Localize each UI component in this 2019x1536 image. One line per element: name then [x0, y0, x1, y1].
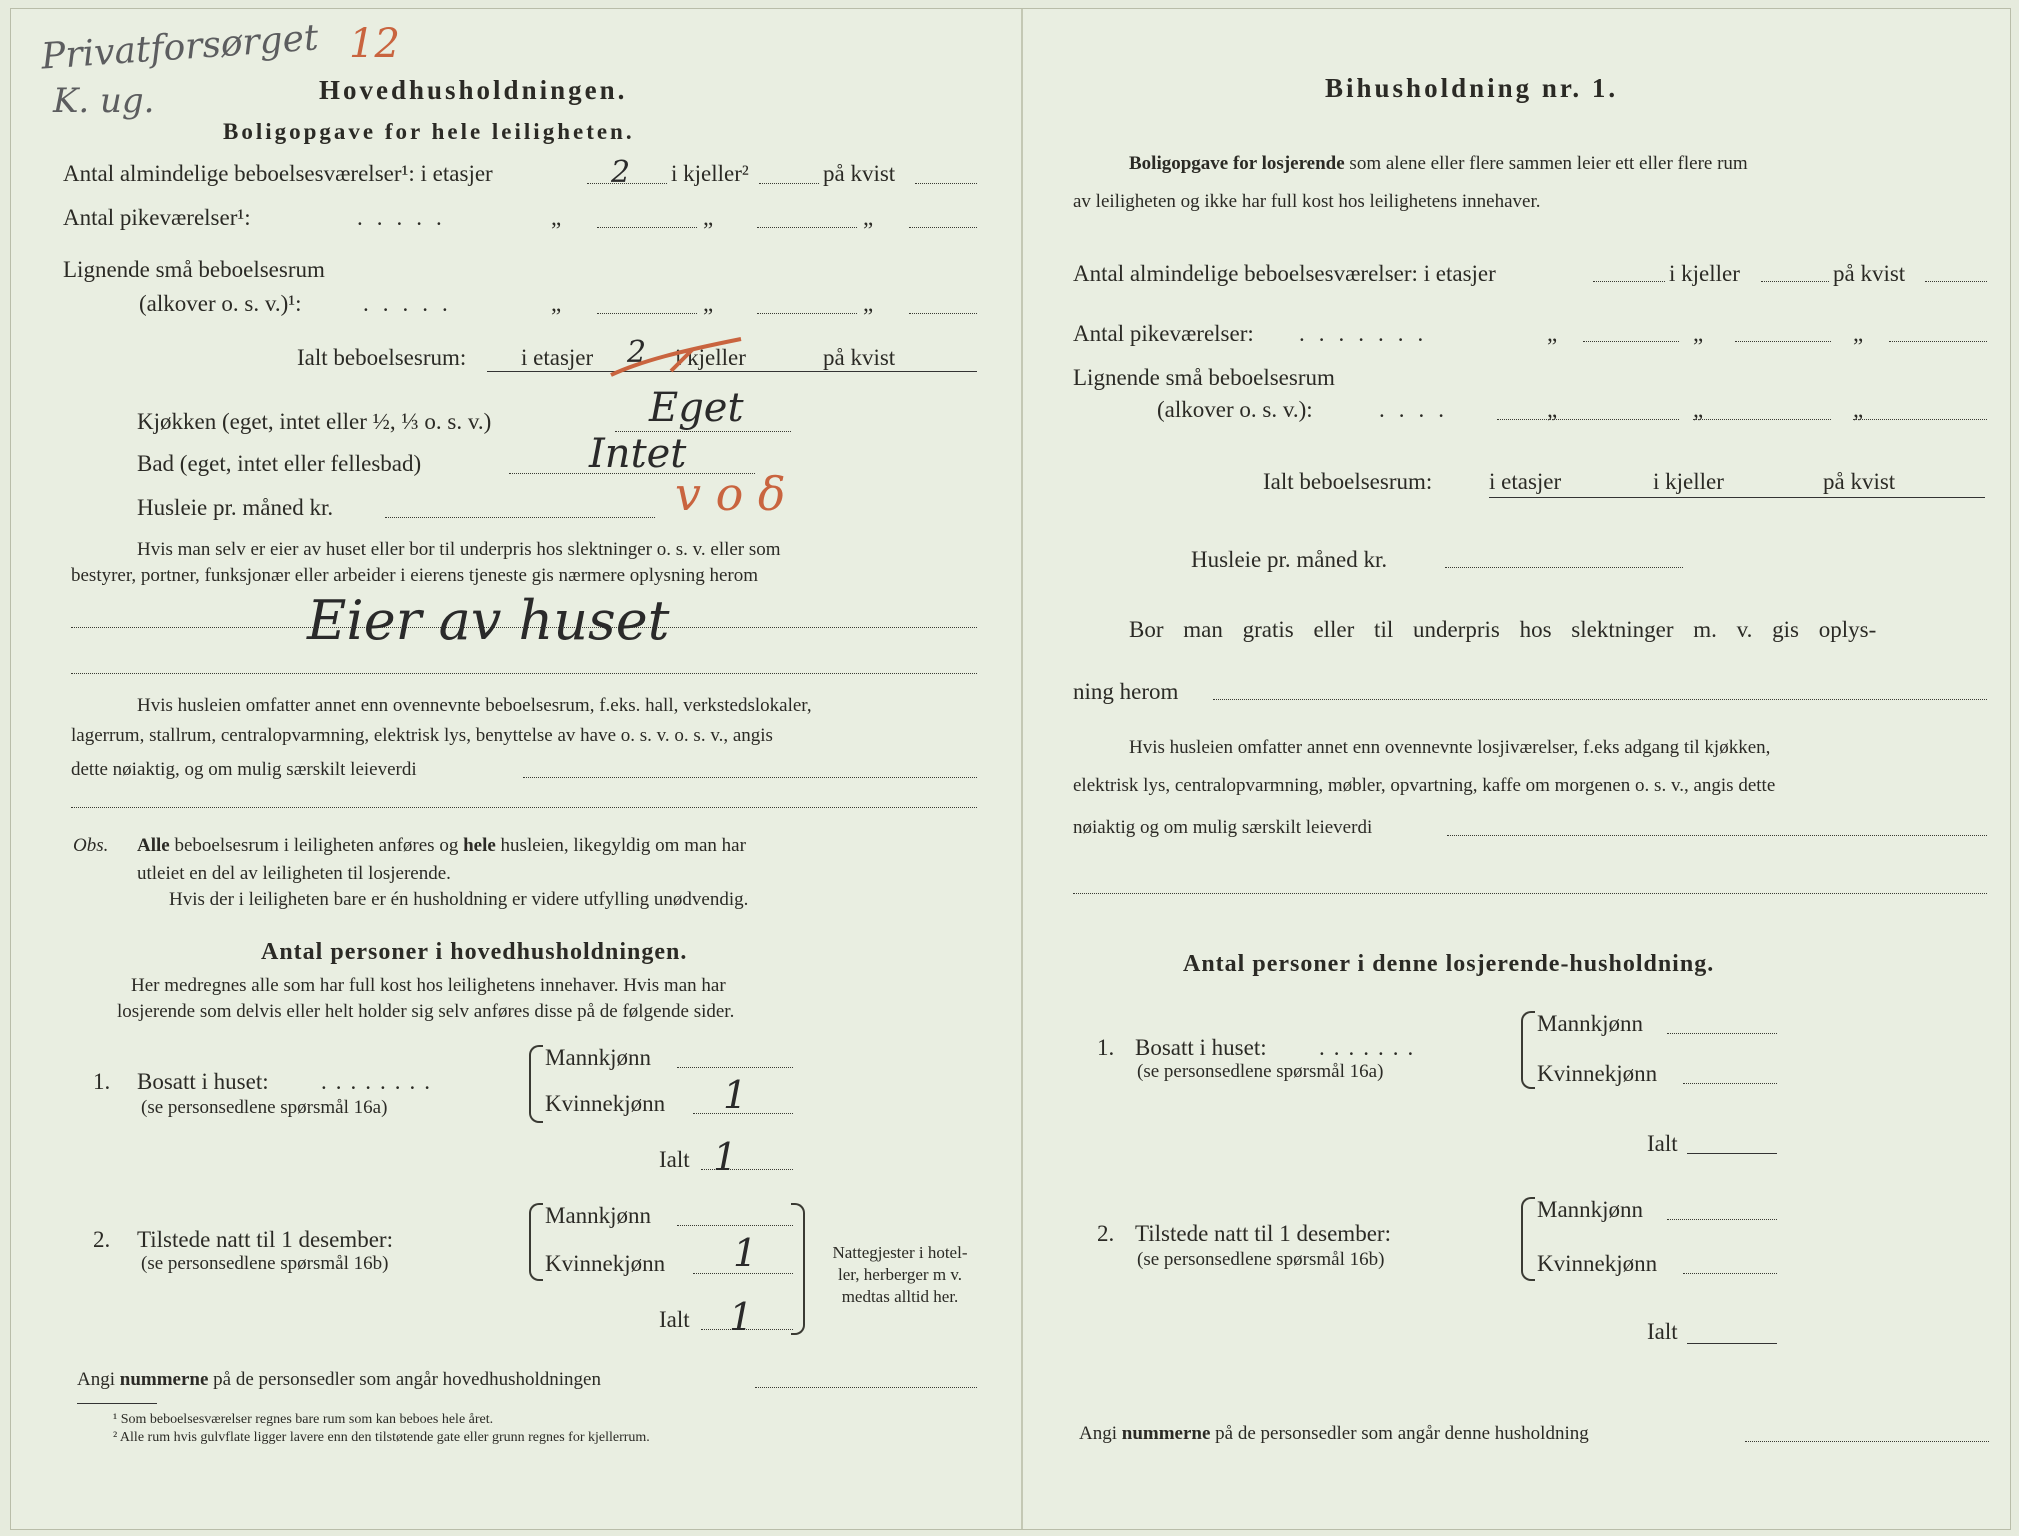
- ditto-mark: „: [703, 291, 714, 316]
- night-note-line2: ler, herberger m v.: [838, 1265, 962, 1284]
- kitchen-label: Kjøkken (eget, intet eller ½, ⅓ o. s. v.): [137, 409, 492, 434]
- rooms-row2-label: Antal pikeværelser¹:: [63, 205, 251, 230]
- q1-sub: (se personsedlene spørsmål 16a): [141, 1097, 388, 1118]
- q1-label: Bosatt i huset:: [1135, 1035, 1267, 1060]
- obs-text-b: husleien, likegyldig om man har: [500, 835, 746, 856]
- dot-leader: .......: [1299, 321, 1438, 346]
- rooms-total-label: Ialt beboelsesrum:: [297, 345, 467, 370]
- rooms-row3-etasjer-field[interactable]: [597, 313, 697, 314]
- rooms-row2-kjeller-field[interactable]: [1735, 341, 1831, 342]
- gratis-line1: Bor man gratis eller til underpris hos slektninger m. v. gis oplys-: [1129, 617, 1877, 642]
- night-note-line1: Nattegjester i hotel-: [832, 1243, 968, 1262]
- obs-bold-hele: hele: [463, 835, 496, 856]
- q1-number: 1.: [1097, 1035, 1115, 1060]
- q2-label: Tilstede natt til 1 desember:: [137, 1227, 393, 1252]
- q1-ialt-field[interactable]: [1687, 1153, 1777, 1154]
- q2-number: 2.: [93, 1227, 111, 1252]
- numbers-angi: Angi: [1079, 1423, 1117, 1444]
- night-note-line3: medtas alltid her.: [841, 1287, 959, 1306]
- extra-field-line1[interactable]: [1447, 835, 1987, 836]
- owner-value: Eier av huset: [307, 589, 670, 652]
- q1-mann-label: Mannkjønn: [545, 1045, 652, 1070]
- obs-bold-alle: Alle: [137, 835, 170, 856]
- numbers-bold: nummerne: [1121, 1423, 1211, 1444]
- q1-label: Bosatt i huset:: [137, 1069, 269, 1094]
- kitchen-value: Eget: [649, 385, 744, 431]
- q1-kvinne-value: 1: [723, 1073, 748, 1117]
- rooms-row1-kvist-field[interactable]: [915, 183, 977, 184]
- numbers-angi: Angi: [77, 1369, 115, 1390]
- numbers-bold: nummerne: [119, 1369, 209, 1390]
- obs-line1: [137, 835, 746, 857]
- q2-brace: [1521, 1197, 1535, 1281]
- extra-field-line1[interactable]: [523, 777, 977, 778]
- intro-line2: av leiligheten og ikke har full kost hos leilighetens innehaver.: [1073, 191, 1541, 212]
- ditto-mark: „: [1853, 397, 1864, 422]
- numbers-field[interactable]: [755, 1387, 977, 1388]
- numbers-line: [77, 1369, 601, 1391]
- rooms-row1-etasjer-field[interactable]: [1593, 281, 1665, 282]
- rooms-row3-kjeller-field[interactable]: [1693, 419, 1831, 420]
- dot-leader: ........: [321, 1069, 439, 1094]
- obs-text-a: beboelsesrum i leiligheten anføres og: [174, 835, 459, 856]
- footnote-2: ² Alle rum hvis gulvflate ligger lavere enn den tilstøtende gate eller grunn regnes for kjellerrum.: [113, 1430, 650, 1445]
- footnote-1: ¹ Som beboelsesværelser regnes bare rum som kan beboes hele året.: [113, 1412, 494, 1427]
- rooms-row3-kvist-field[interactable]: [1853, 419, 1987, 420]
- q2-kvinne-field[interactable]: [1683, 1273, 1777, 1274]
- q2-mann-field[interactable]: [677, 1225, 793, 1226]
- bath-value: Intet: [589, 431, 687, 477]
- obs-label: Obs.: [73, 835, 109, 856]
- q1-sub: (se personsedlene spørsmål 16a): [1137, 1061, 1384, 1082]
- numbers-text: på de personsedler som angår hovedhusholdningen: [213, 1369, 601, 1390]
- owner-note-line2: bestyrer, portner, funksjonær eller arbeider i eierens tjeneste gis nærmere oplysning herom: [71, 565, 759, 586]
- obs-line3: Hvis der i leiligheten bare er én husholdning er videre utfylling unødvendig.: [169, 889, 749, 910]
- rooms-row2-kjeller-field[interactable]: [757, 227, 857, 228]
- ditto-mark: „: [551, 205, 562, 230]
- q2-mann-field[interactable]: [1667, 1219, 1777, 1220]
- rooms-row1-label: Antal almindelige beboelsesværelser: i etasjer: [1073, 261, 1496, 286]
- rooms-total-etasjer-value: 2: [627, 335, 647, 370]
- persons-title: Antal personer i hovedhusholdningen.: [261, 939, 688, 965]
- q2-mann-label: Mannkjønn: [545, 1203, 652, 1228]
- census-form-sheet: [10, 8, 2011, 1530]
- q2-ialt-label: Ialt: [1647, 1319, 1678, 1344]
- ditto-mark: „: [1693, 321, 1704, 346]
- intro-bold: Boligopgave for losjerende: [1129, 153, 1345, 174]
- q1-mann-label: Mannkjønn: [1537, 1011, 1644, 1036]
- q1-ialt-label: Ialt: [659, 1147, 690, 1172]
- q1-ialt-label: Ialt: [1647, 1131, 1678, 1156]
- gratis-line2: ning herom: [1073, 679, 1179, 704]
- rooms-row2-label: Antal pikeværelser:: [1073, 321, 1254, 346]
- owner-field-line2[interactable]: [71, 673, 977, 674]
- q2-number: 2.: [1097, 1221, 1115, 1246]
- persons-note-line2: losjerende som delvis eller helt holder sig selv anføres disse på de følgende sider.: [117, 1001, 735, 1022]
- rooms-row3-label-b: (alkover o. s. v.)¹:: [139, 291, 302, 316]
- ditto-mark: „: [1853, 321, 1864, 346]
- q2-kvinne-label: Kvinnekjønn: [1537, 1251, 1658, 1276]
- margin-handwriting-red: 12: [349, 21, 400, 67]
- rooms-total-kvist-label: på kvist: [823, 345, 896, 370]
- rooms-row1-kvist-label: på kvist: [1833, 261, 1906, 286]
- persons-title: Antal personer i denne losjerende-husholdning.: [1183, 951, 1715, 977]
- rooms-row1-etasjer-value: 2: [611, 155, 631, 190]
- red-check-mark: [601, 331, 751, 391]
- rent-label: Husleie pr. måned kr.: [1191, 547, 1388, 572]
- rooms-row1-kjeller-field[interactable]: [1761, 281, 1829, 282]
- extra-line2: elektrisk lys, centralopvarmning, møbler, opvartning, kaffe om morgenen o. s. v., angis dette: [1073, 775, 1776, 796]
- rooms-row2-etasjer-field[interactable]: [1583, 341, 1679, 342]
- extra-note-line2: lagerrum, stallrum, centralopvarmning, elektrisk lys, benyttelse av have o. s. v. o. s. v., angis: [71, 725, 773, 746]
- rooms-total-kjeller-label: i kjeller: [1653, 469, 1724, 494]
- margin-handwriting-1: Privatforsørget: [39, 17, 320, 78]
- q2-sub: (se personsedlene spørsmål 16b): [1137, 1249, 1385, 1270]
- dot-leader: .....: [363, 291, 462, 316]
- rooms-row3-label-a: Lignende små beboelsesrum: [63, 257, 325, 282]
- intro-line1: [1129, 153, 1748, 175]
- owner-note-line1: Hvis man selv er eier av huset eller bor til underpris hos slektninger o. s. v. eller som: [137, 539, 781, 560]
- rooms-row3-label-a: Lignende små beboelsesrum: [1073, 365, 1335, 390]
- q2-ialt-label: Ialt: [659, 1307, 690, 1332]
- q1-mann-field[interactable]: [677, 1067, 793, 1068]
- rooms-total-kvist-label: på kvist: [1823, 469, 1896, 494]
- ditto-mark: „: [551, 291, 562, 316]
- rooms-row3-label-b: (alkover o. s. v.):: [1157, 397, 1313, 422]
- rooms-row1-label: Antal almindelige beboelsesværelser¹: i etasjer: [63, 161, 493, 186]
- rooms-total-kjeller-label: i kjeller: [675, 345, 746, 370]
- q2-ialt-field[interactable]: [1687, 1343, 1777, 1344]
- rooms-row2-kvist-field[interactable]: [909, 227, 977, 228]
- night-guests-brace: [791, 1203, 805, 1335]
- rooms-row1-kvist-field[interactable]: [1925, 281, 1987, 282]
- main-household-page: [11, 9, 1021, 1529]
- q2-mann-label: Mannkjønn: [1537, 1197, 1644, 1222]
- dot-leader: .....: [357, 205, 456, 230]
- rent-field[interactable]: [385, 517, 655, 518]
- rooms-row1-kjeller-label: i kjeller²: [671, 161, 749, 186]
- numbers-text: på de personsedler som angår denne husholdning: [1215, 1423, 1589, 1444]
- rooms-total-label: Ialt beboelsesrum:: [1263, 469, 1433, 494]
- rooms-row2-etasjer-field[interactable]: [597, 227, 697, 228]
- q1-kvinne-label: Kvinnekjønn: [1537, 1061, 1658, 1086]
- rooms-row2-kvist-field[interactable]: [1889, 341, 1987, 342]
- q1-number: 1.: [93, 1069, 111, 1094]
- extra-line1: Hvis husleien omfatter annet enn ovennevnte losjiværelser, f.eks adgang til kjøkken,: [1129, 737, 1771, 758]
- obs-line2: utleiet en del av leiligheten til losjerende.: [137, 863, 451, 884]
- rooms-total-etasjer-label: i etasjer: [521, 345, 594, 370]
- page-title: Bihusholdning nr. 1.: [1325, 73, 1619, 103]
- rooms-row3-etasjer-field[interactable]: [1497, 419, 1679, 420]
- rooms-total-etasjer-label: i etasjer: [1489, 469, 1562, 494]
- q2-kvinne-value: 1: [733, 1231, 758, 1275]
- bath-label: Bad (eget, intet eller fellesbad): [137, 451, 422, 476]
- q1-ialt-value: 1: [713, 1135, 738, 1179]
- q2-brace: [529, 1203, 543, 1281]
- total-underline: [1489, 497, 1985, 498]
- extra-note-line3: dette nøiaktig, og om mulig særskilt leieverdi: [71, 759, 417, 780]
- extra-field-line2[interactable]: [71, 807, 977, 808]
- q1-brace: [529, 1045, 543, 1123]
- q2-sub: (se personsedlene spørsmål 16b): [141, 1253, 389, 1274]
- rent-field[interactable]: [1445, 567, 1683, 568]
- footnote-rule: [77, 1403, 157, 1404]
- q2-ialt-value: 1: [729, 1295, 754, 1339]
- rooms-row1-kjeller-label: i kjeller: [1669, 261, 1740, 286]
- gratis-field[interactable]: [1213, 699, 1987, 700]
- margin-handwriting-2: K. ug.: [53, 81, 155, 121]
- q1-mann-field[interactable]: [1667, 1033, 1777, 1034]
- rent-value: v o δ: [675, 467, 786, 521]
- rent-label: Husleie pr. måned kr.: [137, 495, 334, 520]
- persons-note-line1: Her medregnes alle som har full kost hos leilighetens innehaver. Hvis man har: [131, 975, 726, 996]
- q2-kvinne-label: Kvinnekjønn: [545, 1251, 666, 1276]
- q1-kvinne-label: Kvinnekjønn: [545, 1091, 666, 1116]
- rooms-row3-kjeller-field[interactable]: [757, 313, 857, 314]
- q2-label: Tilstede natt til 1 desember:: [1135, 1221, 1391, 1246]
- ditto-mark: „: [863, 205, 874, 230]
- extra-note-line1: Hvis husleien omfatter annet enn ovennevnte beboelsesrum, f.eks. hall, verkstedslokaler,: [137, 695, 812, 716]
- numbers-line: [1079, 1423, 1589, 1445]
- ditto-mark: „: [1547, 397, 1558, 422]
- extra-field-line2[interactable]: [1073, 893, 1987, 894]
- ditto-mark: „: [1547, 321, 1558, 346]
- q1-kvinne-field[interactable]: [1683, 1083, 1777, 1084]
- page-title: Hovedhusholdningen.: [319, 75, 628, 105]
- rooms-row1-kjeller-field[interactable]: [759, 183, 819, 184]
- rooms-row3-kvist-field[interactable]: [909, 313, 977, 314]
- ditto-mark: „: [863, 291, 874, 316]
- rooms-row1-kvist-label: på kvist: [823, 161, 896, 186]
- page-subtitle: Boligopgave for hele leiligheten.: [223, 119, 635, 144]
- extra-line3: nøiaktig og om mulig særskilt leieverdi: [1073, 817, 1373, 838]
- numbers-field[interactable]: [1745, 1441, 1989, 1442]
- lodger-household-page: [1023, 9, 2010, 1529]
- intro-text: som alene eller flere sammen leier ett eller flere rum: [1349, 153, 1748, 174]
- q1-brace: [1521, 1011, 1535, 1089]
- ditto-mark: „: [703, 205, 714, 230]
- ditto-mark: „: [1693, 397, 1704, 422]
- dot-leader: ....: [1379, 397, 1458, 422]
- dot-leader: .......: [1319, 1035, 1423, 1060]
